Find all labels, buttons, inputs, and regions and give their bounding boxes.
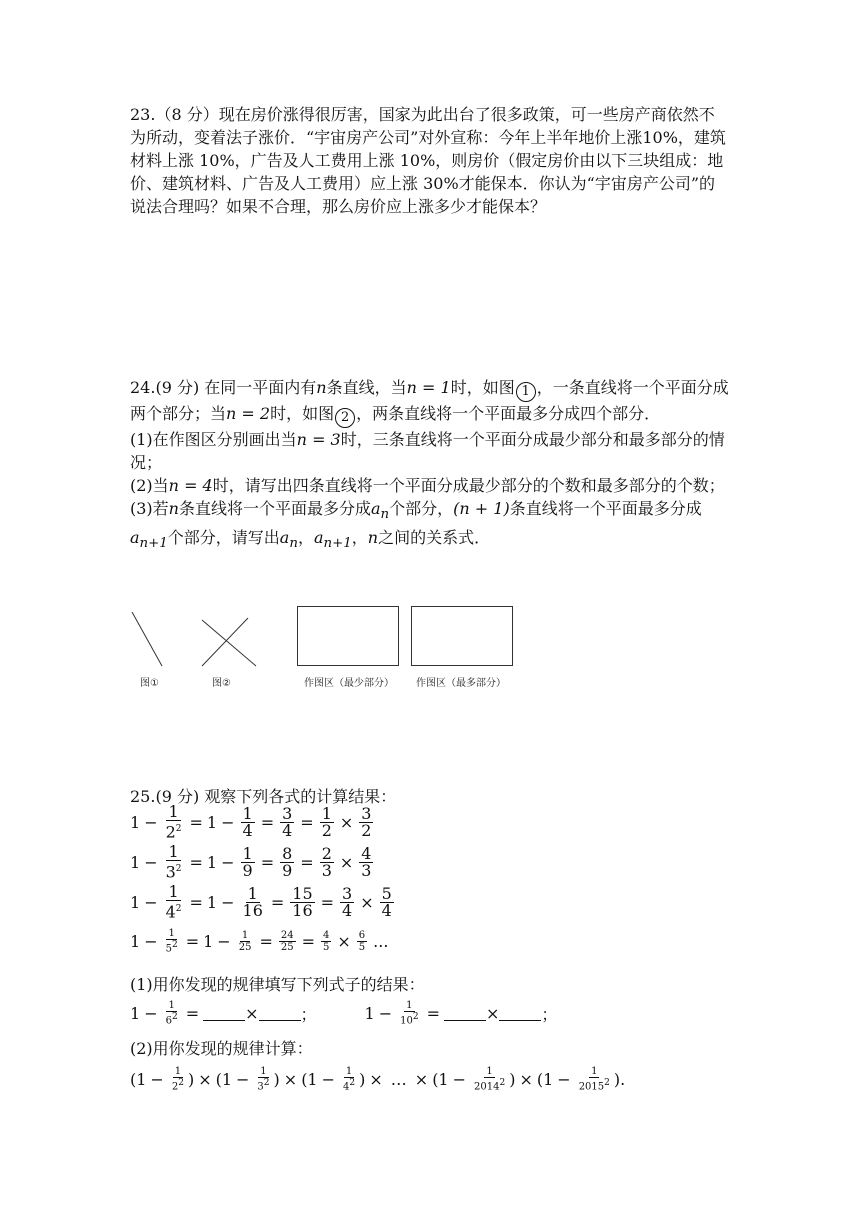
fraction: $\frac{24}{25}$ [280, 929, 294, 953]
question-25-part-1: (1)用你发现的规律填写下列式子的结果： [130, 975, 425, 994]
equation-row: 1 − $\frac{1}{4^2}$ = 1 − $\frac{1}{16}$ = $\frac{15}{16}$ = $\frac{3}{4}$ × $\frac{5}{4}$ [130, 882, 392, 922]
figure-1-2-lines [128, 604, 268, 674]
drawing-area-min[interactable] [297, 606, 399, 666]
question-23-text: 23.（8 分）现在房价涨得很厉害，国家为此出台了很多政策，可一些房产商依然不为所动，变着法子涨价．“宇宙房产公司”对外宣称：今年上半年地价上涨10%，建筑材料上涨 10%，广告及人工费用上涨 10%，则房价（假定房价由以下三块组成：地价、建筑材料、广告及人工费用）应上涨 30%才能保本．你认为“宇宙房产公司”的说法合理吗？如果不合理，那么房价应上涨多少才能保本？ [130, 105, 726, 216]
question-24-part-1: (1)在作图区分别画出当n = 3时，三条直线将一个平面分成最少部分和最多部分的情况； [130, 430, 725, 472]
equation-row: 1 − $\frac{1}{3^2}$ = 1 − $\frac{1}{9}$ = $\frac{8}{9}$ = $\frac{2}{3}$ × $\frac{4}{3}$ [130, 842, 372, 882]
fraction: $\frac{1}{3^2}$ [257, 1066, 270, 1093]
figure-1-caption: 图① [140, 678, 159, 689]
fraction: $\frac{1}{2^2}$ [165, 802, 182, 842]
question-24-part-3: (3)若n条直线将一个平面最多分成$a_n$个部分，(n + 1)条直线将一个平面最多分成$a_{n+1}$个部分，请写出$a_n$，$a_{n+1}$，n之间的关系式． [130, 499, 702, 552]
question-25-intro: 25.(9 分) 观察下列各式的计算结果： [130, 787, 397, 806]
answer-blank-2a[interactable] [444, 1006, 486, 1021]
fraction: $\frac{3}{4}$ [282, 803, 293, 840]
fraction: $\frac{1}{4^2}$ [343, 1066, 356, 1093]
fraction: $\frac{1}{2}$ [321, 803, 332, 840]
answer-blank-1b[interactable] [259, 1006, 301, 1021]
equation-row: 1 − $\frac{1}{2^2}$ = 1 − $\frac{1}{4}$ = $\frac{3}{4}$ = $\frac{1}{2}$ × $\frac{3}{2}$ [130, 802, 372, 842]
fraction: $\frac{6}{5}$ [358, 929, 366, 953]
fraction: $\frac{5}{4}$ [381, 883, 392, 920]
figure-2-caption: 图② [212, 678, 231, 689]
fraction: $\frac{1}{10^2}$ [400, 1000, 419, 1027]
drawing-area-max-caption: 作图区（最多部分） [416, 678, 506, 689]
fraction: $\frac{1}{2015^2}$ [578, 1066, 610, 1093]
fraction: $\frac{2}{3}$ [321, 843, 332, 880]
drawing-area-max[interactable] [411, 606, 513, 666]
fraction: $\frac{1}{4}$ [242, 803, 253, 840]
fraction: $\frac{3}{2}$ [361, 803, 372, 840]
equation-row: 1 − $\frac{1}{5^2}$ = 1 − $\frac{1}{25}$ = $\frac{24}{25}$ = $\frac{4}{5}$ × $\frac{6}{5}$ ... [130, 928, 389, 955]
fraction: $\frac{1}{4^2}$ [165, 882, 182, 922]
fraction: $\frac{1}{2^2}$ [171, 1066, 184, 1093]
fraction: $\frac{1}{2014^2}$ [474, 1066, 506, 1093]
fraction: $\frac{4}{5}$ [322, 929, 330, 953]
fraction: $\frac{8}{9}$ [282, 843, 293, 880]
question-24-part-2: (2)当n = 4时，请写出四条直线将一个平面分成最少部分的个数和最多部分的个数； [130, 476, 725, 495]
fraction: $\frac{1}{16}$ [242, 883, 263, 920]
figure-1-line [132, 612, 162, 666]
fraction: $\frac{3}{4}$ [342, 883, 353, 920]
product-expression: (1 − $\frac{1}{2^2}$ ) × (1 − $\frac{1}{3^2}$ ) × (1 − $\frac{1}{4^2}$ ) × … × (1 − $\frac{1}{2014^2}$ ) × (1 − $\frac{1}{2015^2}$ ) . [130, 1066, 626, 1093]
circled-number-2: 2 [335, 408, 355, 428]
fraction: $\frac{1}{25}$ [238, 929, 252, 953]
answer-blank-1a[interactable] [203, 1006, 245, 1021]
figure-2-line-b [202, 618, 248, 666]
fraction: $\frac{1}{3^2}$ [165, 842, 182, 882]
fraction: $\frac{1}{9}$ [242, 843, 253, 880]
fill-in-line: 1 − $\frac{1}{6^2}$ = × ； 1 − $\frac{1}{10^2}$ = × ； [130, 1000, 558, 1027]
fraction: $\frac{4}{3}$ [361, 843, 372, 880]
figure-2-line-a [202, 620, 256, 666]
drawing-area-min-caption: 作图区（最少部分） [304, 678, 394, 689]
circled-number-1: 1 [516, 382, 536, 402]
question-24 [130, 376, 730, 555]
question-25-part-2: (2)用你发现的规律计算： [130, 1039, 313, 1058]
question-24-figures [128, 604, 528, 694]
fraction: $\frac{1}{6^2}$ [165, 1000, 178, 1027]
answer-blank-2b[interactable] [499, 1006, 541, 1021]
fraction: $\frac{15}{16}$ [292, 883, 313, 920]
fraction: $\frac{1}{5^2}$ [165, 928, 178, 955]
question-24-stem: 24.(9 分) 在同一平面内有n条直线，当n = 1时，如图 1 ，一条直线将一个平面分成两个部分；当n = 2时，如图 2 ，两条直线将一个平面最多分成四个部分． [130, 376, 730, 428]
question-23 [130, 103, 730, 218]
